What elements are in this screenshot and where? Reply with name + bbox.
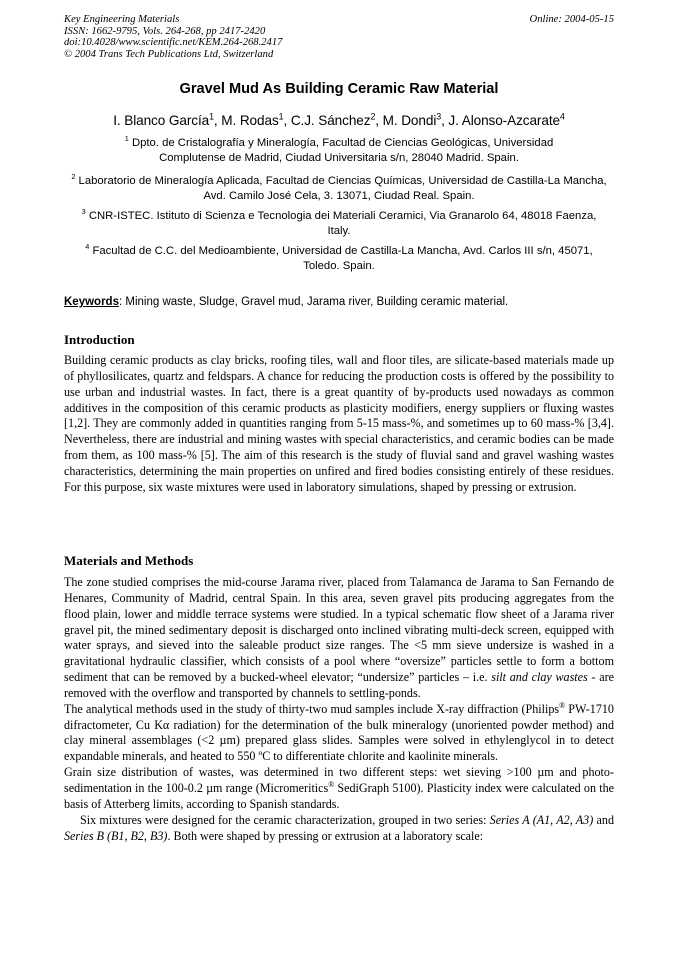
affiliation-4: $^4$ Facultad de C.C. del Medioambiente, Universidad de Castilla-La Mancha, Avd. Carlos III s/n, 45071, Toledo. Spain. [85, 242, 593, 273]
author: M. Rodas$^1$, [221, 111, 291, 128]
section-heading-introduction: Introduction [64, 332, 135, 347]
journal-header [64, 14, 282, 60]
doi-line: doi:10.4028/www.scientific.net/KEM.264-268.2417 [64, 37, 283, 49]
methods-paragraph-1: The zone studied comprises the mid-course Jarama river, placed from Talamanca de Jarama to San Fernando de Henares, Community of Madrid, central Spain. In this area, seven gravel pits producing aggregates from the flood plain, lower and middle terrace systems were studied. In a typical schematic flow sheet of a Jarama river gravel pit, the mined sedimentary deposit is discharged onto inclined vibrating multi-deck screen, equipped with water sprays, and sieved into the saleable product size ranges. The <5 mm sieve undersize is washed in a gravitational hydraulic classifier, which consists of a pool where “oversize” particles settle to form a bottom sediment that can be removed by a bucked-wheel elevator; “undersize” particles – i.e. silt and clay wastes - are removed with the overflow and transported by channels to settling-ponds. [64, 575, 614, 700]
author: I. Blanco García$^1$, [113, 111, 222, 128]
affiliation-2: $^2$ Laboratorio de Mineralogía Aplicada, Facultad de Ciencias Químicas, Universidad de Castilla-La Mancha, Avd. Camilo José Cela, 3. 13071, Ciudad Real. Spain. [71, 172, 607, 203]
paper-title: Gravel Mud As Building Ceramic Raw Material [179, 81, 499, 97]
methods-body [64, 575, 614, 844]
author: M. Dondi$^3$, [382, 111, 449, 128]
section-heading-methods: Materials and Methods [64, 553, 194, 568]
introduction-paragraph: Building ceramic products as clay bricks, roofing tiles, wall and floor tiles, are silicate-based materials made up of phyllosilicates, quartz and feldspars. A chance for reducing the production costs is offered by the possibility to use urban and industrial wastes. In fact, there is a great quantity of by-products used nowadays as common additives in the composition of this ceramic products as plasticity modifiers, energy suppliers or fluxing wastes [1,2]. They are commonly added in quantities ranging from 5-15 mass-%, and sometimes up to 60 mass-% [3,4]. Nevertheless, there are industrial and mining wastes with special characteristics, and ceramic bodies can be made from them, as 100 mass-% [5]. The aim of this research is the study of fluvial sand and gravel washing wastes characteristics, determining the main properties on unfired and fired bodies consisting entirely of these residues. For this purpose, six waste mixtures were used in laboratory simulations, shaped by pressing or extrusion. [64, 353, 614, 494]
journal-name: Key Engineering Materials [64, 14, 180, 25]
keywords: Keywords: Mining waste, Sludge, Gravel mud, Jarama river, Building ceramic material. [64, 296, 509, 308]
keywords-text: Mining waste, Sludge, Gravel mud, Jarama river, Building ceramic material. [122, 296, 509, 308]
methods-paragraph-3: Grain size distribution of wastes, was determined in two different steps: wet sieving >100 µm and photo-sedimentation in the 100-0.2 µm range (Micromeritics® SediGraph 5100). Plasticity index were calculated on the basis of Atterberg limits, according to Spanish standards. [64, 765, 614, 811]
keywords-label: Keywords [64, 296, 119, 308]
author-list [0, 113, 678, 128]
author: J. Alonso-Azcarate$^4$ [448, 111, 565, 128]
methods-paragraph-2: The analytical methods used in the study of thirty-two mud samples include X-ray diffraction (Philips® PW-1710 difractometer, Cu Kα radiation) for the determination of the bulk mineralogy (unoriented powder method) and clay mineral assemblages (<2 µm) prepared glass slides. Samples were solved in ethylenglycol in to detect expandable minerals, and heated to 550 ºC to differentiate chlorite and kaolinite minerals. [64, 700, 614, 764]
issn-line: ISSN: 1662-9795, Vols. 264-268, pp 2417-2420 [64, 25, 266, 37]
copyright-line: © 2004 Trans Tech Publications Ltd, Switzerland [64, 48, 274, 60]
author: C.J. Sánchez$^2$, [290, 111, 383, 128]
affiliation-1: $^1$ Dpto. de Cristalografía y Mineralogía, Facultad de Ciencias Geológicas, Universidad Complutense de Madrid, Ciudad Universitaria s/n, 28040 Madrid. Spain. [124, 134, 554, 165]
affiliation-3: $^3$ CNR-ISTEC. Istituto di Scienza e Tecnologia dei Materiali Ceramici, Via Granarolo 64, 48018 Faenza, Italy. [81, 207, 597, 238]
methods-paragraph-4: Six mixtures were designed for the ceramic characterization, grouped in two series: Series A (A1, A2, A3) and Series B (B1, B2, B3). Both were shaped by pressing or extrusion at a laboratory scale: [64, 812, 614, 843]
online-date: Online: 2004-05-15 [529, 14, 614, 25]
